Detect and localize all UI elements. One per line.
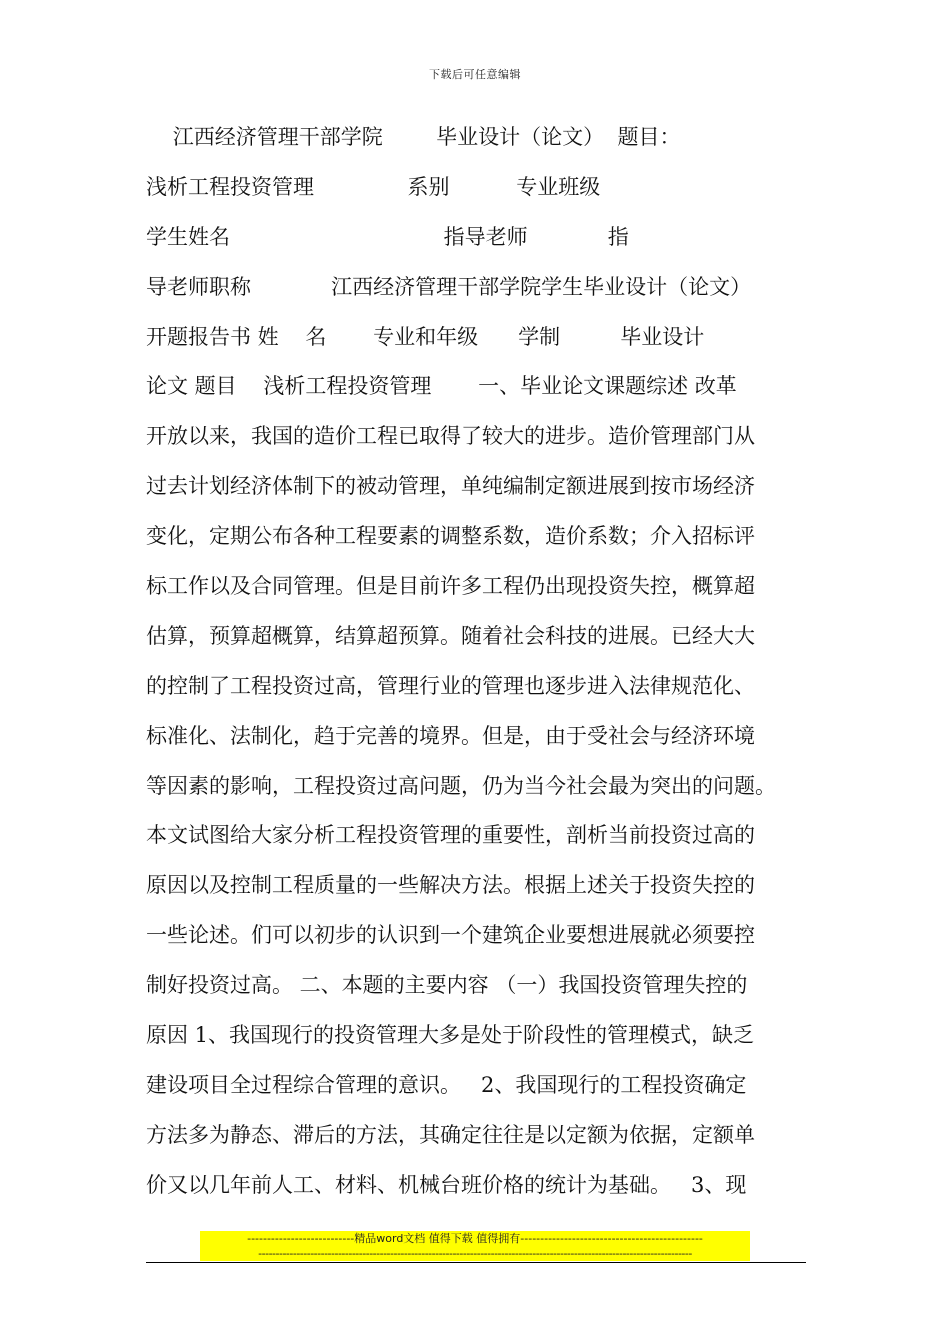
text-line: 开放以来，我国的造价工程已取得了较大的进步。造价管理部门从 — [146, 424, 755, 449]
footer-banner-line: ---------------------------精品word文档 值得下载 值得拥有---------------------------------------------- — [247, 1232, 703, 1245]
header-note: 下载后可任意编辑 — [429, 68, 521, 81]
text-line: 标准化、法制化，趋于完善的境界。但是，由于受社会与经济环境 — [146, 723, 755, 748]
text-line: 方法多为静态、滞后的方法，其确定往往是以定额为依据，定额单 — [146, 1122, 755, 1147]
text-line: 原因 1、我国现行的投资管理大多是处于阶段性的管理模式，缺乏 — [146, 1023, 755, 1048]
text-line: 过去计划经济体制下的被动管理，单纯编制定额进展到按市场经济 — [146, 474, 755, 499]
text-line: 开题报告书 姓 名 专业和年级 学制 毕业设计 — [146, 324, 705, 349]
footer-banner — [200, 1231, 750, 1261]
text-line: 本文试图给大家分析工程投资管理的重要性，剖析当前投资过高的 — [146, 823, 755, 848]
text-line: 学生姓名 指导老师 指 — [146, 224, 629, 249]
text-line: 标工作以及合同管理。但是目前许多工程仍出现投资失控，概算超 — [146, 574, 755, 599]
text-line: 论文 题目 浅析工程投资管理 一、毕业论文课题综述 改革 — [146, 374, 737, 399]
footer-divider — [146, 1262, 806, 1263]
text-line: 等因素的影响，工程投资过高问题，仍为当今社会最为突出的问题。 — [146, 773, 776, 798]
text-line: 制好投资过高。 二、本题的主要内容 （一）我国投资管理失控的 — [146, 973, 748, 998]
text-line: 价又以几年前人工、材料、机械台班价格的统计为基础。 3、现 — [146, 1172, 747, 1197]
body-text — [146, 113, 810, 1211]
text-line: 的控制了工程投资过高，管理行业的管理也逐步进入法律规范化、 — [146, 673, 755, 698]
text-line: 一些论述。们可以初步的认识到一个建筑企业要想进展就必须要控 — [146, 923, 755, 948]
text-line: 导老师职称 江西经济管理干部学院学生毕业设计（论文） — [146, 274, 752, 299]
text-line: 江西经济管理干部学院 毕业设计（论文） 题目： — [146, 125, 681, 149]
text-line: 估算，预算超概算，结算超预算。随着社会科技的进展。已经大大 — [146, 623, 755, 648]
text-line: 原因以及控制工程质量的一些解决方法。根据上述关于投资失控的 — [146, 873, 755, 898]
footer-banner-line: ----------------------------------------------------------------------------------------------------------------------------- — [258, 1247, 692, 1260]
text-line: 建设项目全过程综合管理的意识。 2、我国现行的工程投资确定 — [146, 1072, 747, 1097]
text-line: 浅析工程投资管理 系别 专业班级 — [146, 174, 601, 199]
text-line: 变化，定期公布各种工程要素的调整系数，造价系数；介入招标评 — [146, 524, 755, 549]
